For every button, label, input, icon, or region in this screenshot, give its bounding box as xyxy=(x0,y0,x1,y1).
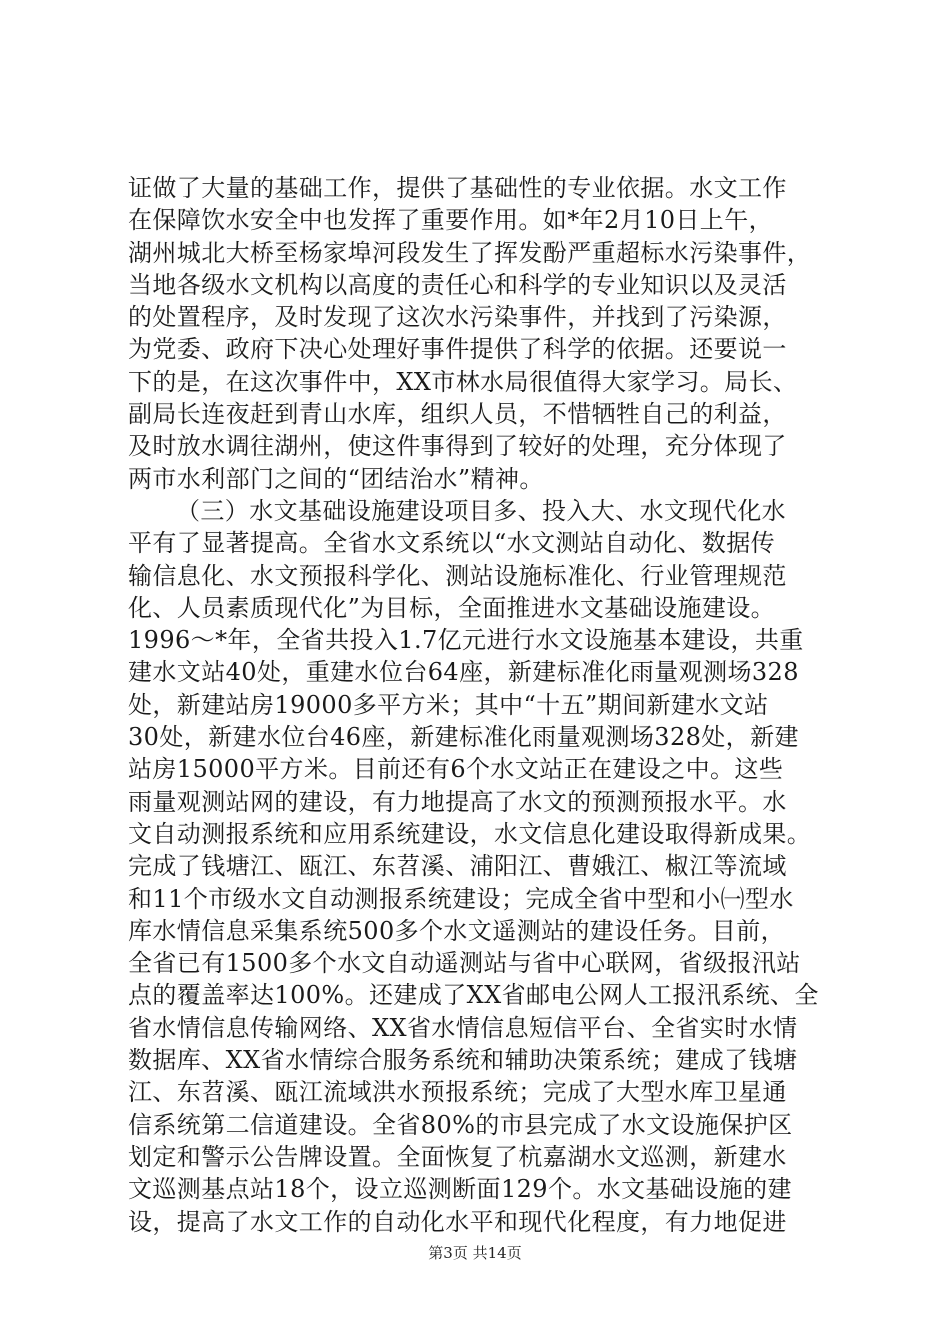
text-line: 输信息化、水文预报科学化、测站设施标准化、行业管理规范 xyxy=(128,561,787,590)
text-line: 平有了显著提高。全省水文系统以“水文测站自动化、数据传 xyxy=(128,529,776,558)
text-line: 1996～*年，全省共投入1.7亿元进行水文设施基本建设，共重 xyxy=(128,626,804,655)
text-line: 处，新建站房19000多平方米；其中“十五”期间新建水文站 xyxy=(128,690,769,719)
text-line: 完成了钱塘江、瓯江、东苕溪、浦阳江、曹娥江、椒江等流域 xyxy=(128,852,787,881)
text-line: 文自动测报系统和应用系统建设，水文信息化建设取得新成果。 xyxy=(128,819,812,848)
text-line: 文巡测基点站18个，设立巡测断面129个。水文基础设施的建 xyxy=(128,1175,792,1204)
page-number-label: 第3页 共14页 xyxy=(428,1244,522,1262)
text-line: 设，提高了水文工作的自动化水平和现代化程度，有力地促进 xyxy=(128,1207,787,1236)
text-line: 雨量观测站网的建设，有力地提高了水文的预测预报水平。水 xyxy=(128,787,787,816)
text-line: 和11个市级水文自动测报系统建设；完成全省中型和小㈠型水 xyxy=(128,884,794,913)
text-line: 省水情信息传输网络、XX省水情信息短信平台、全省实时水情 xyxy=(128,1013,798,1042)
page-footer xyxy=(0,1242,950,1263)
text-line: 为党委、政府下决心处理好事件提供了科学的依据。还要说一 xyxy=(128,335,787,364)
text-line: 库水情信息采集系统500多个水文遥测站的建设任务。目前， xyxy=(128,916,786,945)
text-line: 建水文站40处，重建水位台64座，新建标准化雨量观测场328 xyxy=(128,658,799,687)
text-line: 点的覆盖率达100%。还建成了XX省邮电公网人工报汛系统、全 xyxy=(128,981,819,1010)
body-text xyxy=(128,172,828,1238)
text-line: 在保障饮水安全中也发挥了重要作用。如*年2月10日上午， xyxy=(128,206,774,235)
paragraph-heading-line: （三）水文基础设施建设项目多、投入大、水文现代化水 xyxy=(176,496,786,525)
text-line: 的处置程序，及时发现了这次水污染事件，并找到了污染源， xyxy=(128,303,787,332)
text-line: 下的是，在这次事件中，XX市林水局很值得大家学习。局长、 xyxy=(128,367,798,396)
text-line: 化、人员素质现代化”为目标，全面推进水文基础设施建设。 xyxy=(128,593,776,622)
text-line: 两市水利部门之间的“团结治水”精神。 xyxy=(128,464,544,493)
text-line: 信系统第二信道建设。全省80%的市县完成了水文设施保护区 xyxy=(128,1110,793,1139)
text-line: 站房15000平方米。目前还有6个水文站正在建设之中。这些 xyxy=(128,755,784,784)
text-line: 30处，新建水位台46座，新建标准化雨量观测场328处，新建 xyxy=(128,723,799,752)
text-line: 湖州城北大桥至杨家埠河段发生了挥发酚严重超标水污染事件， xyxy=(128,238,812,267)
text-line: 当地各级水文机构以高度的责任心和科学的专业知识以及灵活 xyxy=(128,270,787,299)
text-line: 证做了大量的基础工作，提供了基础性的专业依据。水文工作 xyxy=(128,174,787,202)
text-line: 划定和警示公告牌设置。全面恢复了杭嘉湖水文巡测，新建水 xyxy=(128,1142,787,1171)
text-line: 江、东苕溪、瓯江流域洪水预报系统；完成了大型水库卫星通 xyxy=(128,1078,787,1107)
text-line: 副局长连夜赶到青山水库，组织人员，不惜牺牲自己的利益， xyxy=(128,400,787,429)
text-line: 数据库、XX省水情综合服务系统和辅助决策系统；建成了钱塘 xyxy=(128,1046,798,1075)
text-line: 全省已有1500多个水文自动遥测站与省中心联网，省级报汛站 xyxy=(128,949,801,978)
text-line: 及时放水调往湖州，使这件事得到了较好的处理，充分体现了 xyxy=(128,432,787,461)
